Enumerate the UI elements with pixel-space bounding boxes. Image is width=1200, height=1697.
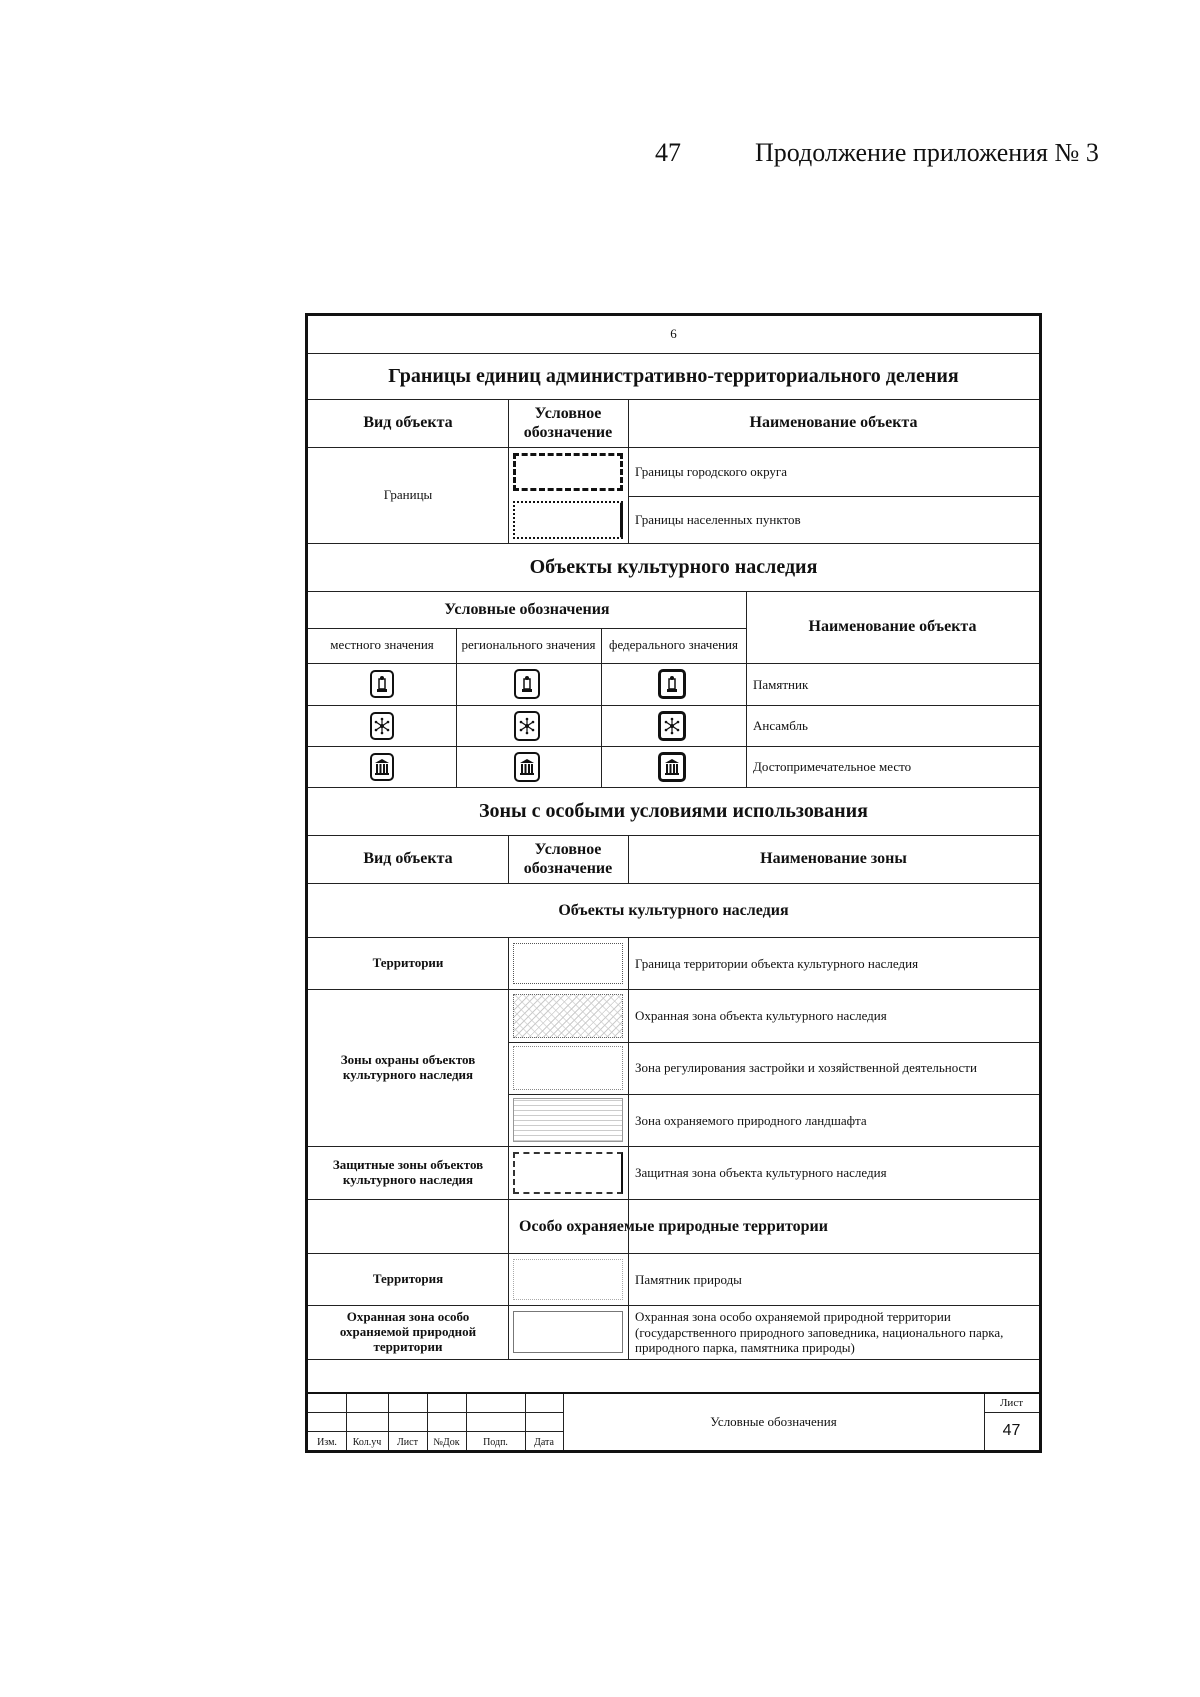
- landmark-icon: [370, 753, 394, 781]
- section-title: Зоны с особыми условиями использования: [478, 800, 869, 822]
- title-block-sheet-value: 47: [1002, 1422, 1021, 1439]
- boundaries-header-row: [308, 400, 1039, 448]
- heritage-territory-row: [308, 938, 1039, 990]
- col-kind: Вид объекта: [363, 850, 453, 868]
- stamp-label-sheet: Лист: [397, 1437, 418, 1448]
- col-federal: федерального значения: [609, 637, 738, 653]
- item-city-district-boundary: Границы городского округа: [635, 464, 788, 480]
- sheet-number: 6: [670, 326, 677, 342]
- natural-zone-row: [308, 1306, 1039, 1360]
- item-settlement-boundary: Границы населенных пунктов: [635, 512, 801, 528]
- heritage-header-row: [308, 592, 1039, 664]
- col-symbol: Условное обозначение: [523, 405, 613, 441]
- landmark-icon: [514, 752, 540, 782]
- natural-monument-symbol: [513, 1259, 623, 1300]
- subsection-natural-areas: [308, 1200, 1039, 1254]
- group-natural-territory: Территория: [372, 1271, 444, 1287]
- section-title: Границы единиц административно-территориального деления: [388, 365, 959, 387]
- section-title: Объекты культурного наследия: [529, 556, 818, 578]
- col-name: Наименование объекта: [749, 414, 918, 432]
- monument-icon: [514, 669, 540, 699]
- group-protection-zones: Зоны охраны объектов культурного наследия: [340, 1052, 476, 1082]
- col-symbol: Условное обозначение: [523, 841, 613, 877]
- group-buffer-zones: Защитные зоны объектов культурного наследия: [332, 1157, 484, 1187]
- heritage-rows: [308, 664, 1039, 788]
- section-title-boundaries: [308, 354, 1039, 400]
- page-title: Продолжение приложения № 3: [755, 138, 1099, 167]
- monument-icon: [658, 669, 686, 699]
- page-number: 47: [655, 138, 681, 167]
- col-name: Наименование объекта: [808, 618, 977, 636]
- buffer-zone-symbol: [513, 1152, 623, 1194]
- group-territory: Территории: [372, 955, 444, 971]
- section-title-heritage: [308, 544, 1039, 592]
- col-name: Наименование зоны: [760, 850, 907, 868]
- subsection-title: Особо охраняемые природные территории: [519, 1217, 828, 1235]
- item-development-regulation-zone: Зона регулирования застройки и хозяйственной деятельности: [635, 1060, 977, 1076]
- landmark-icon: [658, 752, 686, 782]
- section-title-zones: [308, 788, 1039, 836]
- stamp-label-doc: №Док: [433, 1437, 460, 1448]
- title-block: [308, 1392, 1039, 1450]
- item-monument: Памятник: [753, 676, 809, 692]
- item-natural-zone: Охранная зона особо охраняемой природной территории (государственного природного заповедника, национального парка, природного парка, памятника природы): [635, 1309, 1004, 1356]
- col-kind: Вид объекта: [363, 414, 453, 432]
- development-regulation-zone-symbol: [513, 1046, 623, 1090]
- item-buffer-zone: Защитная зона объекта культурного наследия: [635, 1165, 887, 1181]
- stamp-label-change: Изм.: [317, 1437, 337, 1448]
- item-heritage-territory: Граница территории объекта культурного наследия: [635, 955, 919, 971]
- city-district-boundary-symbol: [513, 453, 623, 491]
- stamp-label-date: Дата: [534, 1437, 554, 1448]
- sheet-number-row: [308, 316, 1039, 354]
- landscape-protection-zone-symbol: [513, 1098, 623, 1142]
- title-block-title: Условные обозначения: [710, 1414, 837, 1429]
- subsection-title: Объекты культурного наследия: [558, 901, 789, 919]
- stamp-label-signature: Подп.: [483, 1437, 508, 1448]
- boundaries-rows: [308, 448, 1039, 544]
- heritage-territory-symbol: [513, 943, 623, 984]
- protection-zone-symbol: [513, 994, 623, 1038]
- zones-header-row: [308, 836, 1039, 884]
- legend-frame: [305, 313, 1042, 1453]
- item-natural-monument: Памятник природы: [635, 1271, 742, 1287]
- title-block-sheet-label: Лист: [999, 1397, 1024, 1409]
- ensemble-icon: [370, 712, 394, 740]
- subsection-heritage: [308, 884, 1039, 938]
- item-ensemble: Ансамбль: [753, 717, 808, 733]
- ensemble-icon: [658, 711, 686, 741]
- item-landmark: Достопримечательное место: [753, 759, 912, 775]
- settlement-boundary-symbol: [513, 501, 623, 539]
- col-symbols: Условные обозначения: [444, 600, 610, 618]
- natural-zone-symbol: [513, 1311, 623, 1353]
- page-header: [0, 138, 1200, 178]
- natural-territory-row: [308, 1254, 1039, 1306]
- monument-icon: [370, 670, 394, 698]
- ensemble-icon: [514, 711, 540, 741]
- heritage-buffer-row: [308, 1147, 1039, 1200]
- item-protection-zone: Охранная зона объекта культурного наследия: [635, 1008, 887, 1024]
- item-landscape-protection-zone: Зона охраняемого природного ландшафта: [635, 1112, 867, 1128]
- stamp-label-count: Кол.уч: [352, 1437, 382, 1448]
- group-boundaries: Границы: [383, 487, 433, 503]
- group-natural-zone: Охранная зона особо охраняемой природной территории: [339, 1309, 477, 1354]
- col-regional: регионального значения: [461, 637, 596, 653]
- heritage-protection-rows: [308, 990, 1039, 1147]
- col-local: местного значения: [330, 637, 434, 653]
